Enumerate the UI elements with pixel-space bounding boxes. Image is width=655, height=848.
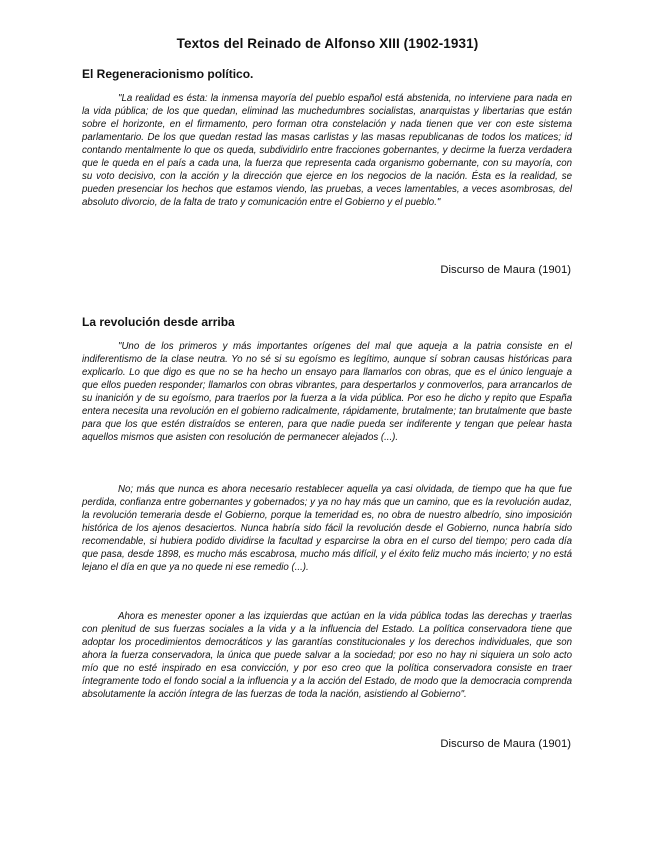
quote-paragraph: "Uno de los primeros y más importantes orígenes del mal que aqueja a la patria consiste en el indiferentismo de la clase neutra. Yo no sé si su egoísmo es legítimo, aunque sí sobran causas históricas para explicarlo. Lo que digo es que no se ha hecho un ensayo para llamarlos con obras, que es el único lenguaje a que ellos pueden responder; llamarlos con obras vibrantes, para despertarlos y conmoverlos, para arrancarlos de su inanición y de su egoísmo, para traerlos por la fuerza a la vida pública. Por eso he dicho y repito que España entera necesita una revolución en el gobierno radicalmente, rápidamente, brutalmente; tan brutalmente que baste para que los que estén distraídos se enteren, para que nadie pueda ser indiferente y tengan que pelear hasta aquellos mismos que asisten con resolución de permanecer alejados (...).	[82, 341, 572, 444]
attribution-2: Discurso de Maura (1901)	[440, 738, 571, 750]
document-title: Textos del Reinado de Alfonso XIII (1902-1931)	[176, 36, 479, 51]
quote-paragraph: Ahora es menester oponer a las izquierdas que actúan en la vida pública todas las derechas y traerlas con plenitud de sus fuerzas sociales a la vida y a la influencia del Estado. La política conservadora tiene que adoptar los procedimientos democráticos y las garantías constitucionales y los derechos individuales, que son ahora la fuerza conservadora, la única que puede salvar a la sociedad; por eso no hay ni siquiera un solo acto mío que no esté inspirado en esa convicción, y por eso creo que la política conservadora consiste en traer íntegramente todo el fondo social a la influencia y a la acción del Estado, de modo que la democracia comprenda absolutamente la acción íntegra de las fuerzas de toda la nación, asistiendo al Gobierno".	[82, 611, 572, 701]
quote-paragraph: No; más que nunca es ahora necesario restablecer aquella ya casi olvidada, de tiempo que ha que fue perdida, confianza entre gobernantes y gobernados; y ya no hay más que un camino, que es la revolución audaz, la revolución temeraria desde el Gobierno, porque la temeridad es, no obra de nuestro albedrío, sino imposición histórica de los ajenos desaciertos. Nunca habría sido fácil la revolución desde el Gobierno, nunca habría sido recomendable, si hubiera podido dividirse la facultad y esparcirse la obra en el curso del tiempo; pero cada día que pasa, desde 1898, es mucho más escabrosa, mucho más difícil, y el éxito feliz mucho más incierto; y no está lejano el día en que ya no quede ni ese remedio (...).	[82, 484, 572, 574]
section-heading-revolucion: La revolución desde arriba	[82, 315, 235, 329]
section-heading-regeneracionismo: El Regeneracionismo político.	[82, 67, 254, 81]
quote-paragraph: "La realidad es ésta: la inmensa mayoría del pueblo español está abstenida, no interviene para nada en la vida pública; de los que quedan, eliminad las muchedumbres socialistas, anarquistas y libertarias que están sobre el horizonte, en el firmamento, pero forman otra constelación y nada tienen que ver con este sistema parlamentario. De los que quedan restad las masas carlistas y las masas republicanas de todos los matices; id contando mentalmente lo que os queda, subdividirlo entre fracciones gobernantes, y decirme la fuerza verdadera que le queda en el país a cada una, la fuerza que representa cada organismo gobernante, con su mayoría, con su voto decisivo, con la acción y la dirección que ejerce en los negocios de la nación. Ésta es la realidad, se pueden presenciar los hechos que estamos viendo, las pruebas, a veces lamentables, a veces asombrosas, del absoluto divorcio, de la falta de trato y comunicación entre el Gobierno y el pueblo."	[82, 93, 572, 209]
attribution-1: Discurso de Maura (1901)	[440, 264, 571, 276]
